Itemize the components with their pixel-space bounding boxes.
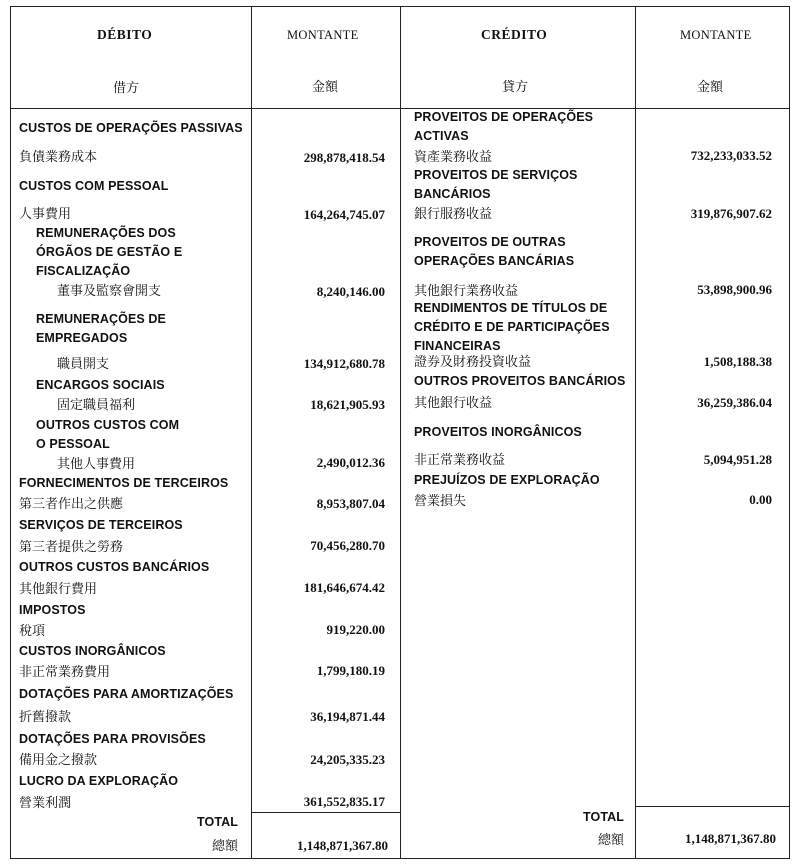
debit-label-zh: 非正常業務費用 <box>19 665 111 680</box>
debit-amount: 181,646,674.42 <box>303 580 385 595</box>
debit-label: FISCALIZAÇÃO <box>36 264 131 278</box>
border-left <box>10 6 11 859</box>
debit-label: OUTROS CUSTOS BANCÁRIOS <box>19 560 210 574</box>
debit-label: OUTROS CUSTOS COM <box>36 418 180 432</box>
debit-total-label: TOTAL <box>196 815 238 829</box>
debit-label-zh: 其他銀行費用 <box>19 582 98 597</box>
debit-label: O PESSOAL <box>36 437 110 451</box>
debit-label: IMPOSTOS <box>19 603 86 617</box>
debit-amount: 18,621,905.93 <box>310 397 385 412</box>
credit-label-zh: 其他銀行收益 <box>414 396 493 411</box>
debit-header: DÉBITO <box>97 27 153 42</box>
credit-header-zh: 貸方 <box>502 80 529 95</box>
credit-label-zh: 非正常業務收益 <box>414 453 506 468</box>
debit-label: LUCRO DA EXPLORAÇÃO <box>19 774 179 788</box>
credit-total-amount: 1,148,871,367.80 <box>685 831 776 846</box>
credit-label: PROVEITOS INORGÂNICOS <box>414 425 582 439</box>
credit-label: PROVEITOS DE SERVIÇOS <box>414 168 578 182</box>
debit-label: DOTAÇÕES PARA AMORTIZAÇÕES <box>19 687 234 701</box>
credit-label: PROVEITOS DE OUTRAS <box>414 235 566 249</box>
debit-label: CUSTOS COM PESSOAL <box>19 179 169 193</box>
debit-label-zh: 折舊撥款 <box>19 710 72 725</box>
credit-label: FINANCEIRAS <box>414 339 501 353</box>
credit-label: PROVEITOS DE OPERAÇÕES <box>414 110 594 124</box>
credit-label-zh: 證券及財務投資收益 <box>414 355 532 370</box>
debit-amount: 361,552,835.17 <box>303 794 385 809</box>
debit-label-zh: 第三者提供之勞務 <box>19 540 124 555</box>
credit-label: CRÉDITO E DE PARTICIPAÇÕES <box>414 320 610 334</box>
divider-middle <box>400 6 401 859</box>
credit-label-zh: 銀行服務收益 <box>414 207 493 222</box>
debit-label-zh: 營業利潤 <box>19 796 72 811</box>
debit-label: CUSTOS DE OPERAÇÕES PASSIVAS <box>19 121 243 135</box>
border-right <box>789 6 790 859</box>
debit-label-zh: 固定職員福利 <box>57 398 136 413</box>
debit-amount: 164,264,745.07 <box>303 207 385 222</box>
credit-label: OPERAÇÕES BANCÁRIAS <box>414 254 575 268</box>
debit-label: REMUNERAÇÕES DE <box>36 312 166 326</box>
debit-amount: 24,205,335.23 <box>310 752 385 767</box>
debit-header-zh: 借方 <box>113 81 140 96</box>
credit-label-zh: 資產業務收益 <box>414 150 493 165</box>
debit-label-zh: 人事費用 <box>19 207 72 222</box>
debit-label-zh: 負債業務成本 <box>19 150 98 165</box>
credit-label: BANCÁRIOS <box>414 187 491 201</box>
debit-amount: 2,490,012.36 <box>316 455 385 470</box>
debit-label-zh: 備用金之撥款 <box>19 753 98 768</box>
debit-amount: 36,194,871.44 <box>310 709 385 724</box>
debit-label-zh: 董事及監察會開支 <box>57 284 162 299</box>
debit-label-zh: 其他人事費用 <box>57 457 136 472</box>
debit-label: FORNECIMENTOS DE TERCEIROS <box>19 476 229 490</box>
debit-amount: 919,220.00 <box>326 622 385 637</box>
divider-credit-amount <box>635 6 636 859</box>
credit-label: ACTIVAS <box>414 129 469 143</box>
debit-amount: 8,240,146.00 <box>316 284 385 299</box>
debit-label-zh: 職員開支 <box>57 357 110 372</box>
debit-amount: 134,912,680.78 <box>303 356 385 371</box>
credit-amount: 1,508,188.38 <box>703 354 772 369</box>
credit-label: RENDIMENTOS DE TÍTULOS DE <box>414 301 608 315</box>
amount-header-left: MONTANTE <box>287 28 359 42</box>
credit-label: PREJUÍZOS DE EXPLORAÇÃO <box>414 473 600 487</box>
debit-total-rule <box>252 812 400 813</box>
debit-label: CUSTOS INORGÂNICOS <box>19 644 166 658</box>
credit-label-zh: 營業損失 <box>414 494 467 509</box>
debit-label: DOTAÇÕES PARA PROVISÕES <box>19 732 206 746</box>
debit-label-zh: 第三者作出之供應 <box>19 497 124 512</box>
debit-label: EMPREGADOS <box>36 331 128 345</box>
credit-total-label: TOTAL <box>582 810 624 824</box>
credit-amount: 732,233,033.52 <box>690 148 772 163</box>
debit-label: ÓRGÃOS DE GESTÃO E <box>36 245 183 259</box>
debit-label: ENCARGOS SOCIAIS <box>36 378 165 392</box>
debit-total-label-zh: 總額 <box>211 839 238 854</box>
debit-amount: 298,878,418.54 <box>303 150 385 165</box>
credit-amount: 0.00 <box>749 492 772 507</box>
credit-header: CRÉDITO <box>481 27 548 42</box>
amount-header-right-zh: 金額 <box>697 80 724 95</box>
divider-debit-amount <box>251 6 252 859</box>
amount-header-right: MONTANTE <box>680 28 752 42</box>
debit-amount: 1,799,180.19 <box>316 663 385 678</box>
debit-amount: 70,456,280.70 <box>310 538 385 553</box>
debit-label: SERVIÇOS DE TERCEIROS <box>19 518 183 532</box>
credit-amount: 319,876,907.62 <box>690 206 772 221</box>
debit-amount: 8,953,807.04 <box>316 496 385 511</box>
debit-total-amount: 1,148,871,367.80 <box>297 838 388 853</box>
credit-amount: 53,898,900.96 <box>697 282 772 297</box>
credit-amount: 36,259,386.04 <box>697 395 772 410</box>
debit-label: REMUNERAÇÕES DOS <box>36 226 176 240</box>
credit-total-label-zh: 總額 <box>597 833 624 848</box>
amount-header-left-zh: 金額 <box>312 80 339 95</box>
credit-label: OUTROS PROVEITOS BANCÁRIOS <box>414 374 626 388</box>
credit-label-zh: 其他銀行業務收益 <box>414 284 519 299</box>
credit-total-rule <box>636 806 789 807</box>
credit-amount: 5,094,951.28 <box>703 452 772 467</box>
debit-label-zh: 稅項 <box>19 624 46 639</box>
